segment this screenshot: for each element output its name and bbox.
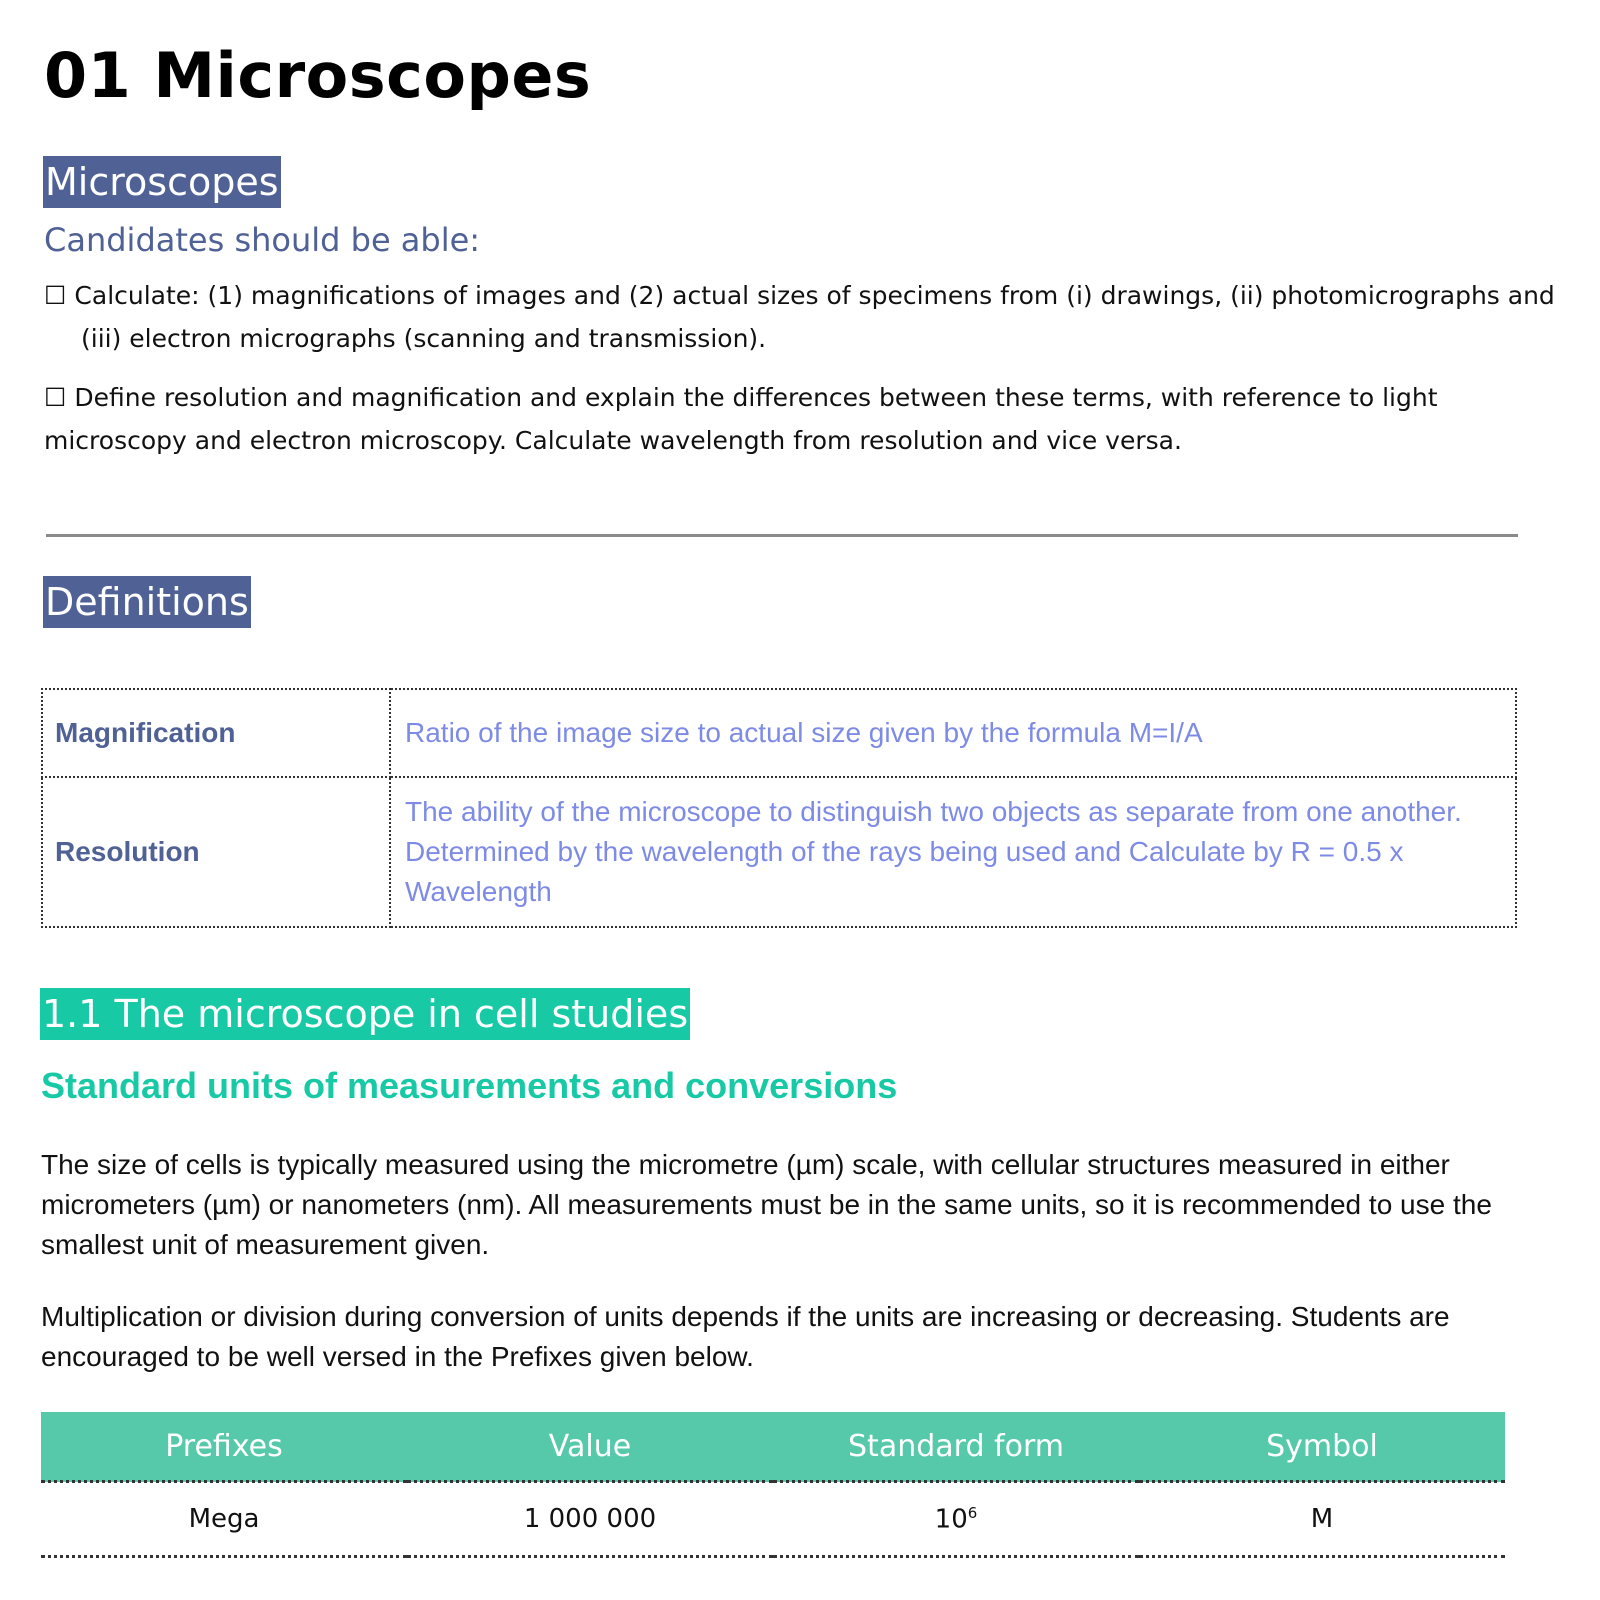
table-header-row xyxy=(41,1412,1505,1482)
standard-form-cell xyxy=(773,1482,1139,1557)
units-subheading: Standard units of measurements and conversions xyxy=(41,1065,898,1106)
standard-form-base: 10 xyxy=(934,1504,968,1535)
horizontal-divider xyxy=(46,534,1518,537)
table-row xyxy=(42,777,1516,927)
section-heading-microscopes: Microscopes xyxy=(43,156,281,208)
page-title: 01 Microscopes xyxy=(44,39,592,112)
definition-term: Magnification xyxy=(42,689,390,777)
paragraph-conversion: Multiplication or division during conversion of units depends if the units are increasing or decreasing. Students are encouraged to be well versed in the Prefixes given below. xyxy=(41,1301,1450,1372)
checkbox-icon[interactable]: ☐ xyxy=(44,383,67,412)
candidates-subheading: Candidates should be able: xyxy=(44,221,481,259)
section-heading-1-1: 1.1 The microscope in cell studies xyxy=(40,988,690,1040)
column-header-symbol: Symbol xyxy=(1139,1412,1505,1482)
objective-item xyxy=(44,376,1544,462)
table-row xyxy=(41,1482,1505,1557)
objective-text: Define resolution and magnification and explain the differences between these terms, with reference to light microscopy and electron microscopy. Calculate wavelength from resolution and vice versa. xyxy=(44,383,1438,455)
checkbox-icon[interactable]: ☐ xyxy=(44,281,67,310)
symbol-cell: M xyxy=(1139,1482,1505,1557)
standard-form-exponent: 6 xyxy=(967,1503,978,1522)
prefix-table xyxy=(41,1412,1505,1558)
value-cell: 1 000 000 xyxy=(407,1482,773,1557)
paragraph-cell-size: The size of cells is typically measured using the micrometre (µm) scale, with cellular structures measured in either micrometers (µm) or nanometers (nm). All measurements must be in the same units, so it is recommended to use the smallest unit of measurement given. xyxy=(41,1149,1492,1260)
table-row xyxy=(42,689,1516,777)
objective-item xyxy=(44,274,1581,360)
column-header-standard-form: Standard form xyxy=(773,1412,1139,1482)
column-header-value: Value xyxy=(407,1412,773,1482)
definition-term: Resolution xyxy=(42,777,390,927)
definitions-table xyxy=(41,688,1517,928)
objective-text: Calculate: (1) magnifications of images and (2) actual sizes of specimens from (i) drawings, (ii) photomicrographs and (iii) electron micrographs (scanning and transmission). xyxy=(74,281,1555,353)
section-heading-definitions: Definitions xyxy=(43,576,251,628)
definition-text: The ability of the microscope to distinguish two objects as separate from one another. Determined by the wavelength of the rays being used and Calculate by R = 0.5 x Wavelength xyxy=(390,777,1516,927)
prefix-cell: Mega xyxy=(41,1482,407,1557)
column-header-prefixes: Prefixes xyxy=(41,1412,407,1482)
definition-text: Ratio of the image size to actual size given by the formula M=I/A xyxy=(390,689,1516,777)
